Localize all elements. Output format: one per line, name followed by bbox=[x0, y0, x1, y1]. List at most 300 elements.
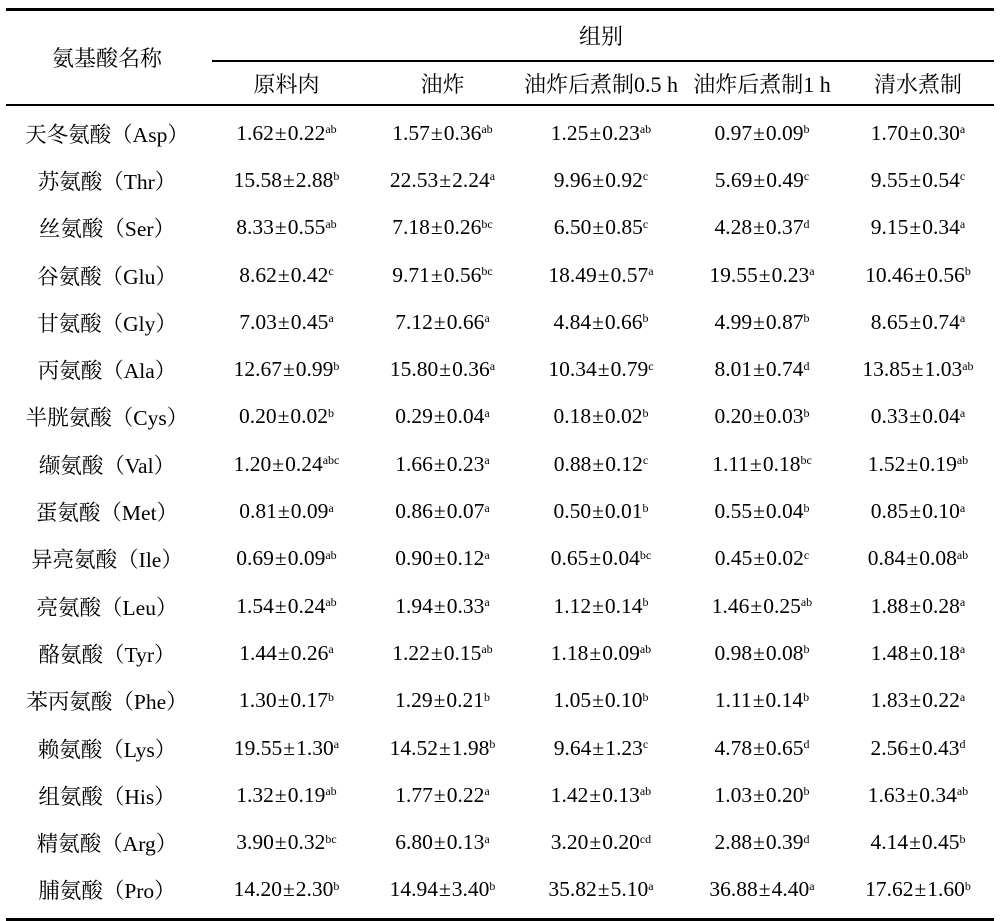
plus-minus-symbol: ± bbox=[753, 215, 765, 240]
value-cell bbox=[520, 168, 682, 193]
sd-value: 0.26 bbox=[290, 640, 329, 665]
mean-value: 1.48 bbox=[870, 640, 909, 665]
amino-acid-name: 甘氨酸（Gly） bbox=[37, 311, 177, 336]
sd-value: 0.66 bbox=[446, 309, 485, 334]
table-body bbox=[6, 106, 994, 918]
value-cell bbox=[208, 263, 365, 288]
sd-value: 0.42 bbox=[290, 262, 329, 287]
mean-value: 18.49 bbox=[548, 262, 597, 287]
table-row bbox=[6, 204, 994, 251]
significance-letters: c bbox=[642, 737, 649, 751]
sd-value: 0.56 bbox=[927, 262, 965, 287]
value-cell bbox=[682, 310, 842, 335]
significance-letters: b bbox=[489, 878, 496, 893]
amino-acid-name: 异亮氨酸（Ile） bbox=[31, 548, 183, 573]
plus-minus-symbol: ± bbox=[906, 782, 919, 807]
plus-minus-symbol: ± bbox=[274, 593, 287, 618]
plus-minus-symbol: ± bbox=[433, 546, 446, 571]
significance-letters: a bbox=[484, 831, 490, 846]
value-cell bbox=[842, 736, 994, 761]
value-cell bbox=[208, 877, 365, 902]
value-cell bbox=[208, 499, 365, 524]
mean-value: 4.78 bbox=[714, 735, 753, 760]
value-cell bbox=[842, 168, 994, 193]
header-amino-acid-name: 氨基酸名称 bbox=[51, 46, 162, 71]
plus-minus-symbol: ± bbox=[592, 451, 605, 476]
value-cell bbox=[208, 121, 365, 146]
amino-acid-name: 丙氨酸（Ala） bbox=[37, 359, 177, 384]
plus-minus-symbol: ± bbox=[909, 309, 922, 334]
significance-letters: a bbox=[484, 595, 490, 610]
value-cell bbox=[520, 310, 682, 335]
value-cell bbox=[520, 594, 682, 619]
sd-value: 0.22 bbox=[446, 782, 485, 807]
mean-value: 6.80 bbox=[395, 830, 433, 855]
mean-value: 8.65 bbox=[870, 309, 909, 334]
amino-acid-name: 精氨酸（Arg） bbox=[36, 832, 178, 857]
value-cell bbox=[208, 783, 365, 808]
significance-letters: a bbox=[484, 453, 490, 468]
table-row bbox=[6, 630, 994, 677]
plus-minus-symbol: ± bbox=[592, 404, 604, 429]
plus-minus-symbol: ± bbox=[283, 735, 296, 760]
sd-value: 0.04 bbox=[446, 404, 485, 429]
significance-letters: ab bbox=[639, 642, 652, 657]
sd-value: 1.30 bbox=[296, 735, 334, 760]
amino-acid-name: 蛋氨酸（Met） bbox=[35, 501, 179, 526]
sd-value: 0.45 bbox=[290, 309, 329, 334]
significance-letters: a bbox=[484, 547, 490, 562]
sd-value: 0.17 bbox=[290, 688, 329, 713]
mean-value: 9.96 bbox=[553, 167, 592, 192]
sd-value: 0.45 bbox=[921, 830, 960, 855]
plus-minus-symbol: ± bbox=[909, 404, 922, 429]
mean-value: 8.01 bbox=[714, 357, 753, 382]
value-cell bbox=[682, 736, 842, 761]
mean-value: 1.46 bbox=[711, 593, 750, 618]
significance-letters: b bbox=[328, 689, 335, 704]
sd-value: 0.32 bbox=[287, 830, 326, 855]
significance-letters: bc bbox=[481, 264, 493, 279]
header-groups bbox=[208, 62, 994, 104]
mean-value: 6.50 bbox=[553, 215, 592, 240]
sd-value: 0.55 bbox=[287, 215, 326, 240]
sd-value: 0.57 bbox=[610, 262, 649, 287]
significance-letters: b bbox=[489, 737, 496, 751]
plus-minus-symbol: ± bbox=[753, 120, 765, 145]
mean-value: 1.30 bbox=[238, 688, 277, 713]
mean-value: 0.88 bbox=[553, 451, 592, 476]
sd-value: 0.20 bbox=[602, 830, 640, 855]
significance-letters: a bbox=[484, 500, 490, 515]
plus-minus-symbol: ± bbox=[274, 120, 287, 145]
mean-value: 0.97 bbox=[714, 120, 753, 145]
sd-value: 0.08 bbox=[919, 546, 957, 571]
significance-letters: ab bbox=[481, 642, 493, 657]
value-cell bbox=[365, 357, 520, 382]
mean-value: 8.62 bbox=[239, 262, 277, 287]
mean-value: 9.55 bbox=[870, 167, 909, 192]
mean-value: 1.22 bbox=[392, 640, 430, 665]
sd-value: 0.79 bbox=[610, 357, 649, 382]
plus-minus-symbol: ± bbox=[274, 546, 287, 571]
plus-minus-symbol: ± bbox=[753, 640, 765, 665]
amino-acid-name: 谷氨酸（Glu） bbox=[37, 264, 177, 289]
sd-value: 0.04 bbox=[765, 499, 804, 524]
value-cell bbox=[208, 310, 365, 335]
mean-value: 1.57 bbox=[392, 120, 430, 145]
significance-letters: d bbox=[803, 737, 810, 751]
plus-minus-symbol: ± bbox=[592, 499, 604, 524]
amino-acid-name: 酪氨酸（Tyr） bbox=[38, 642, 176, 667]
sd-value: 0.30 bbox=[922, 120, 960, 145]
mean-value: 12.67 bbox=[233, 357, 282, 382]
mean-value: 35.82 bbox=[548, 877, 597, 902]
sd-value: 0.13 bbox=[602, 782, 640, 807]
plus-minus-symbol: ± bbox=[277, 688, 290, 713]
plus-minus-symbol: ± bbox=[274, 215, 287, 240]
sd-value: 0.02 bbox=[766, 546, 804, 571]
significance-letters: b bbox=[803, 311, 810, 326]
amino-acid-table bbox=[6, 8, 994, 921]
mean-value: 1.94 bbox=[395, 593, 433, 618]
sd-value: 0.21 bbox=[446, 688, 485, 713]
mean-value: 17.62 bbox=[865, 877, 914, 902]
mean-value: 7.18 bbox=[392, 215, 430, 240]
value-cell bbox=[365, 688, 520, 713]
significance-letters: c bbox=[959, 169, 966, 184]
value-cell bbox=[682, 546, 842, 571]
sd-value: 0.24 bbox=[287, 593, 326, 618]
amino-acid-name: 亮氨酸（Leu） bbox=[36, 595, 178, 620]
plus-minus-symbol: ± bbox=[589, 640, 602, 665]
significance-letters: d bbox=[959, 737, 966, 751]
plus-minus-symbol: ± bbox=[277, 309, 290, 334]
sd-value: 0.37 bbox=[765, 215, 804, 240]
sd-value: 0.09 bbox=[290, 499, 329, 524]
value-cell bbox=[682, 877, 842, 902]
sd-value: 0.04 bbox=[602, 546, 640, 571]
value-cell bbox=[365, 168, 520, 193]
significance-letters: b bbox=[642, 689, 649, 704]
plus-minus-symbol: ± bbox=[282, 167, 295, 192]
value-cell bbox=[842, 357, 994, 382]
significance-letters: b bbox=[803, 642, 810, 657]
value-cell bbox=[842, 783, 994, 808]
amino-acid-name: 丝氨酸（Ser） bbox=[38, 217, 176, 242]
mean-value: 3.20 bbox=[550, 830, 589, 855]
significance-letters: a bbox=[809, 878, 815, 893]
sd-value: 0.12 bbox=[605, 451, 643, 476]
sd-value: 5.10 bbox=[610, 877, 649, 902]
value-cell bbox=[520, 736, 682, 761]
plus-minus-symbol: ± bbox=[430, 640, 443, 665]
mean-value: 0.20 bbox=[714, 404, 753, 429]
significance-letters: ab bbox=[325, 547, 337, 562]
significance-letters: b bbox=[964, 878, 971, 893]
value-cell bbox=[842, 215, 994, 240]
table-row bbox=[6, 866, 994, 913]
table-header bbox=[6, 11, 994, 104]
plus-minus-symbol: ± bbox=[433, 451, 446, 476]
significance-letters: ab bbox=[639, 122, 652, 137]
significance-letters: a bbox=[959, 689, 966, 704]
plus-minus-symbol: ± bbox=[753, 735, 765, 760]
plus-minus-symbol: ± bbox=[911, 357, 924, 382]
significance-letters: b bbox=[803, 405, 810, 420]
plus-minus-symbol: ± bbox=[438, 877, 451, 902]
significance-letters: a bbox=[648, 878, 654, 893]
significance-letters: a bbox=[648, 264, 654, 279]
sd-value: 0.12 bbox=[446, 546, 485, 571]
mean-value: 1.18 bbox=[550, 640, 589, 665]
sd-value: 0.34 bbox=[919, 782, 957, 807]
value-cell bbox=[842, 310, 994, 335]
significance-letters: ab bbox=[956, 784, 969, 799]
plus-minus-symbol: ± bbox=[597, 357, 610, 382]
significance-letters: a bbox=[959, 500, 966, 515]
plus-minus-symbol: ± bbox=[750, 593, 763, 618]
value-cell bbox=[520, 357, 682, 382]
sd-value: 0.23 bbox=[602, 120, 640, 145]
value-cell bbox=[365, 215, 520, 240]
value-cell bbox=[682, 452, 842, 477]
plus-minus-symbol: ± bbox=[753, 782, 765, 807]
value-cell bbox=[842, 404, 994, 429]
plus-minus-symbol: ± bbox=[753, 309, 765, 334]
value-cell bbox=[520, 830, 682, 855]
plus-minus-symbol: ± bbox=[433, 688, 446, 713]
mean-value: 9.64 bbox=[553, 735, 592, 760]
value-cell bbox=[842, 499, 994, 524]
plus-minus-symbol: ± bbox=[909, 215, 922, 240]
plus-minus-symbol: ± bbox=[433, 593, 446, 618]
significance-letters: ab bbox=[800, 595, 813, 610]
mean-value: 0.69 bbox=[236, 546, 274, 571]
sd-value: 0.23 bbox=[446, 451, 485, 476]
value-cell bbox=[520, 121, 682, 146]
value-cell bbox=[208, 452, 365, 477]
value-cell bbox=[842, 452, 994, 477]
value-cell bbox=[208, 215, 365, 240]
significance-letters: cd bbox=[639, 831, 652, 846]
amino-acid-name: 半胱氨酸（Cys） bbox=[25, 406, 189, 431]
plus-minus-symbol: ± bbox=[906, 451, 919, 476]
value-cell bbox=[682, 121, 842, 146]
plus-minus-symbol: ± bbox=[592, 593, 604, 618]
plus-minus-symbol: ± bbox=[274, 782, 287, 807]
plus-minus-symbol: ± bbox=[589, 120, 602, 145]
plus-minus-symbol: ± bbox=[753, 167, 766, 192]
sd-value: 0.33 bbox=[446, 593, 485, 618]
mean-value: 4.84 bbox=[553, 309, 592, 334]
significance-letters: ab bbox=[956, 547, 969, 562]
significance-letters: c bbox=[642, 453, 649, 468]
value-cell bbox=[208, 357, 365, 382]
sd-value: 0.02 bbox=[604, 404, 643, 429]
sd-value: 0.10 bbox=[922, 499, 960, 524]
significance-letters: b bbox=[803, 689, 810, 704]
plus-minus-symbol: ± bbox=[753, 404, 765, 429]
plus-minus-symbol: ± bbox=[277, 640, 290, 665]
sd-value: 0.22 bbox=[287, 120, 326, 145]
mean-value: 14.52 bbox=[389, 735, 438, 760]
value-cell bbox=[682, 357, 842, 382]
plus-minus-symbol: ± bbox=[909, 120, 922, 145]
significance-letters: a bbox=[328, 642, 334, 657]
significance-letters: bc bbox=[325, 831, 337, 846]
value-cell bbox=[365, 263, 520, 288]
plus-minus-symbol: ± bbox=[753, 546, 766, 571]
sd-value: 0.09 bbox=[602, 640, 640, 665]
significance-letters: abc bbox=[322, 453, 340, 468]
mean-value: 1.63 bbox=[867, 782, 906, 807]
value-cell bbox=[365, 830, 520, 855]
mean-value: 10.34 bbox=[548, 357, 597, 382]
value-cell bbox=[208, 688, 365, 713]
sd-value: 0.39 bbox=[765, 830, 804, 855]
plus-minus-symbol: ± bbox=[909, 688, 922, 713]
value-cell bbox=[682, 404, 842, 429]
sd-value: 3.40 bbox=[451, 877, 490, 902]
sd-value: 0.85 bbox=[605, 215, 643, 240]
value-cell bbox=[365, 736, 520, 761]
sd-value: 0.23 bbox=[771, 262, 810, 287]
mean-value: 1.88 bbox=[870, 593, 909, 618]
value-cell bbox=[520, 263, 682, 288]
value-cell bbox=[520, 641, 682, 666]
mean-value: 14.20 bbox=[233, 877, 282, 902]
plus-minus-symbol: ± bbox=[282, 877, 295, 902]
significance-letters: b bbox=[484, 689, 491, 704]
sd-value: 0.14 bbox=[765, 688, 804, 713]
sd-value: 2.30 bbox=[295, 877, 334, 902]
sd-value: 0.01 bbox=[604, 499, 643, 524]
sd-value: 2.24 bbox=[452, 167, 490, 192]
value-cell bbox=[365, 452, 520, 477]
mean-value: 1.25 bbox=[550, 120, 589, 145]
plus-minus-symbol: ± bbox=[906, 546, 919, 571]
amino-acid-name: 组氨酸（His） bbox=[38, 784, 176, 809]
plus-minus-symbol: ± bbox=[438, 735, 451, 760]
sd-value: 0.13 bbox=[446, 830, 485, 855]
mean-value: 15.80 bbox=[389, 357, 439, 382]
significance-letters: bc bbox=[800, 453, 812, 468]
mean-value: 1.52 bbox=[867, 451, 906, 476]
significance-letters: a bbox=[484, 311, 490, 326]
mean-value: 22.53 bbox=[389, 167, 439, 192]
value-cell bbox=[842, 121, 994, 146]
significance-letters: c bbox=[648, 358, 654, 373]
plus-minus-symbol: ± bbox=[589, 546, 602, 571]
value-cell bbox=[842, 594, 994, 619]
table-row bbox=[6, 772, 994, 819]
sd-value: 0.65 bbox=[765, 735, 804, 760]
significance-letters: ab bbox=[325, 216, 337, 231]
value-cell bbox=[682, 641, 842, 666]
amino-acid-name: 苯丙氨酸（Phe） bbox=[26, 690, 188, 715]
sd-value: 0.24 bbox=[285, 451, 323, 476]
significance-letters: b bbox=[333, 878, 340, 893]
plus-minus-symbol: ± bbox=[758, 877, 771, 902]
plus-minus-symbol: ± bbox=[592, 309, 604, 334]
significance-letters: a bbox=[959, 122, 966, 137]
significance-letters: ab bbox=[956, 453, 969, 468]
value-cell bbox=[682, 688, 842, 713]
mean-value: 0.65 bbox=[550, 546, 589, 571]
mean-value: 1.70 bbox=[870, 120, 909, 145]
significance-letters: a bbox=[959, 405, 966, 420]
table-row bbox=[6, 110, 994, 157]
mean-value: 1.20 bbox=[233, 451, 272, 476]
table-row bbox=[6, 582, 994, 629]
sd-value: 0.14 bbox=[604, 593, 643, 618]
value-cell bbox=[842, 546, 994, 571]
sd-value: 1.98 bbox=[451, 735, 490, 760]
significance-letters: b bbox=[333, 358, 340, 373]
sd-value: 0.36 bbox=[452, 357, 490, 382]
sd-value: 0.09 bbox=[287, 546, 326, 571]
header-group-raw-meat: 原料肉 bbox=[253, 71, 320, 97]
mean-value: 15.58 bbox=[233, 167, 282, 192]
plus-minus-symbol: ± bbox=[272, 451, 285, 476]
value-cell bbox=[682, 830, 842, 855]
significance-letters: b bbox=[803, 500, 810, 515]
plus-minus-symbol: ± bbox=[753, 357, 765, 382]
significance-letters: b bbox=[959, 831, 966, 846]
plus-minus-symbol: ± bbox=[589, 782, 602, 807]
sd-value: 0.26 bbox=[443, 215, 482, 240]
sd-value: 0.19 bbox=[287, 782, 326, 807]
significance-letters: c bbox=[642, 216, 649, 231]
amino-acid-name: 脯氨酸（Pro） bbox=[38, 879, 176, 904]
sd-value: 0.56 bbox=[443, 262, 482, 287]
plus-minus-symbol: ± bbox=[439, 167, 452, 192]
plus-minus-symbol: ± bbox=[282, 357, 295, 382]
sd-value: 0.04 bbox=[922, 404, 960, 429]
plus-minus-symbol: ± bbox=[758, 262, 771, 287]
header-group-water-boiled: 清水煮制 bbox=[873, 71, 962, 97]
sd-value: 0.49 bbox=[766, 167, 804, 192]
plus-minus-symbol: ± bbox=[277, 262, 290, 287]
sd-value: 2.88 bbox=[295, 167, 334, 192]
sd-value: 0.18 bbox=[762, 451, 801, 476]
mean-value: 19.55 bbox=[709, 262, 758, 287]
plus-minus-symbol: ± bbox=[592, 735, 605, 760]
plus-minus-symbol: ± bbox=[597, 877, 610, 902]
significance-letters: ab bbox=[325, 595, 337, 610]
value-cell bbox=[208, 736, 365, 761]
significance-letters: a bbox=[333, 737, 340, 751]
significance-letters: c bbox=[328, 264, 334, 279]
value-cell bbox=[682, 215, 842, 240]
sd-value: 0.09 bbox=[765, 120, 804, 145]
sd-value: 0.54 bbox=[922, 167, 960, 192]
plus-minus-symbol: ± bbox=[430, 120, 443, 145]
value-cell bbox=[682, 168, 842, 193]
significance-letters: c bbox=[803, 547, 810, 562]
sd-value: 0.74 bbox=[922, 309, 960, 334]
mean-value: 36.88 bbox=[709, 877, 758, 902]
mean-value: 0.84 bbox=[867, 546, 906, 571]
value-cell bbox=[682, 594, 842, 619]
mean-value: 0.90 bbox=[395, 546, 433, 571]
mean-value: 0.81 bbox=[239, 499, 277, 524]
table-row bbox=[6, 535, 994, 582]
mean-value: 1.32 bbox=[236, 782, 274, 807]
value-cell bbox=[208, 404, 365, 429]
sd-value: 0.20 bbox=[765, 782, 804, 807]
